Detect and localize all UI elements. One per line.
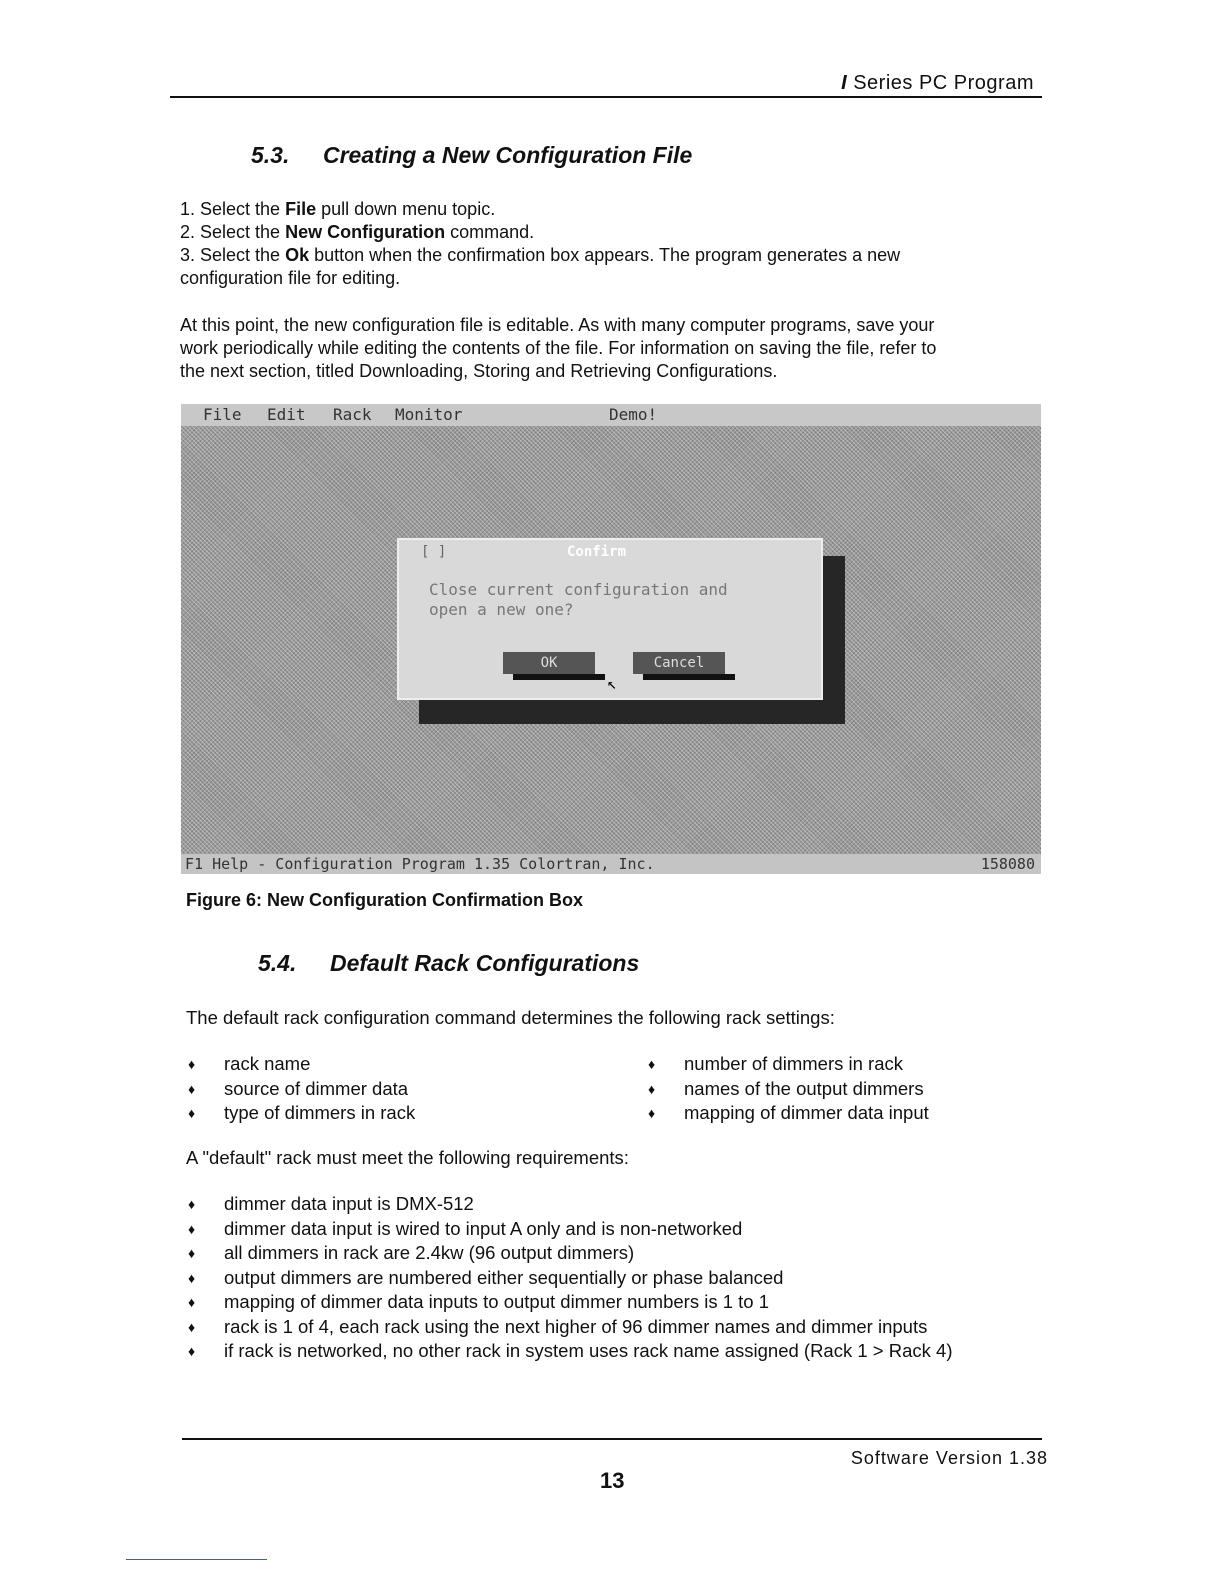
section-title: Default Rack Configurations [330, 950, 640, 976]
steps-list [180, 198, 900, 290]
step-text: 3. Select the [180, 245, 286, 265]
requirements-intro: A "default" rack must meet the following requirements: [186, 1147, 629, 1168]
list-item: ♦ dimmer data input is wired to input A only and is non-networked [186, 1217, 952, 1242]
running-header [841, 72, 1034, 95]
list-item: ♦ dimmer data input is DMX-512 [186, 1192, 952, 1217]
section-5-4-heading [258, 950, 639, 977]
footer-rule [182, 1438, 1042, 1440]
mouse-pointer-icon: ↖ [607, 674, 617, 693]
list-item: ♦ rack is 1 of 4, each rack using the next higher of 96 dimmer names and dimmer inputs [186, 1315, 952, 1340]
section-5-3-heading [251, 142, 692, 169]
paragraph-line: the next section, titled Downloading, Storing and Retrieving Configurations. [180, 361, 778, 381]
status-memory: 158080 [980, 855, 1035, 873]
list-item: ♦ names of the output dimmers [646, 1077, 929, 1102]
menu-bar [181, 404, 1041, 426]
dialog-message: Close current configuration and open a new one? [429, 580, 728, 619]
step-2 [180, 221, 900, 244]
cancel-button[interactable]: Cancel [633, 652, 725, 674]
intro-paragraph [180, 314, 936, 383]
rack-settings-intro: The default rack configuration command determines the following rack settings: [186, 1007, 835, 1028]
step-text: 1. Select the [180, 199, 286, 219]
step-3 [180, 244, 900, 267]
section-number: 5.3. [251, 142, 290, 168]
step-3-continued: configuration file for editing. [180, 268, 401, 288]
software-version: Software Version 1.38 [850, 1448, 1048, 1468]
dialog-title: Confirm [567, 544, 627, 560]
series-letter: I [841, 72, 848, 94]
menu-edit[interactable]: Edit [267, 405, 306, 424]
step-text: button when the confirmation box appears. The program generates a new [309, 245, 901, 265]
paragraph-line: At this point, the new configuration file is editable. As with many computer programs, save your [180, 315, 935, 335]
menu-rack[interactable]: Rack [333, 405, 372, 424]
list-item: ♦ source of dimmer data [186, 1077, 415, 1102]
list-item: ♦ if rack is networked, no other rack in system uses rack name assigned (Rack 1 > Rack 4) [186, 1339, 952, 1364]
header-title: Series PC Program [853, 72, 1034, 94]
header-rule [170, 96, 1042, 98]
ok-button[interactable]: OK [503, 652, 595, 674]
step-1 [180, 198, 900, 221]
dialog-title-bar [399, 542, 821, 558]
step-bold: New Configuration [285, 222, 446, 242]
step-text: command. [445, 222, 535, 242]
section-number: 5.4. [258, 950, 297, 976]
settings-list-right [646, 1052, 929, 1126]
menu-demo[interactable]: Demo! [609, 405, 658, 424]
screenshot-figure [181, 404, 1041, 874]
menu-file[interactable]: File [203, 405, 242, 424]
paragraph-line: work periodically while editing the contents of the file. For information on saving the file, refer to [180, 338, 937, 358]
step-bold: Ok [285, 245, 310, 265]
step-text: pull down menu topic. [316, 199, 496, 219]
close-icon[interactable]: [ ] [421, 544, 447, 560]
section-title: Creating a New Configuration File [323, 142, 693, 168]
list-item: ♦ mapping of dimmer data inputs to output dimmer numbers is 1 to 1 [186, 1290, 952, 1315]
step-text: 2. Select the [180, 222, 286, 242]
list-item: ♦ all dimmers in rack are 2.4kw (96 output dimmers) [186, 1241, 952, 1266]
page-number: 13 [600, 1468, 625, 1493]
list-item: ♦ rack name [186, 1052, 415, 1077]
list-item: ♦ mapping of dimmer data input [646, 1101, 929, 1126]
requirements-list [186, 1192, 952, 1364]
status-help-text: F1 Help - Configuration Program 1.35 Colortran, Inc. [185, 855, 655, 873]
settings-list-left [186, 1052, 415, 1126]
footnote-rule [126, 1559, 267, 1560]
figure-caption: Figure 6: New Configuration Confirmation Box [186, 890, 583, 910]
status-bar [181, 854, 1041, 874]
step-bold: File [285, 199, 317, 219]
list-item: ♦ output dimmers are numbered either sequentially or phase balanced [186, 1266, 952, 1291]
menu-monitor[interactable]: Monitor [395, 405, 463, 424]
list-item: ♦ type of dimmers in rack [186, 1101, 415, 1126]
list-item: ♦ number of dimmers in rack [646, 1052, 929, 1077]
